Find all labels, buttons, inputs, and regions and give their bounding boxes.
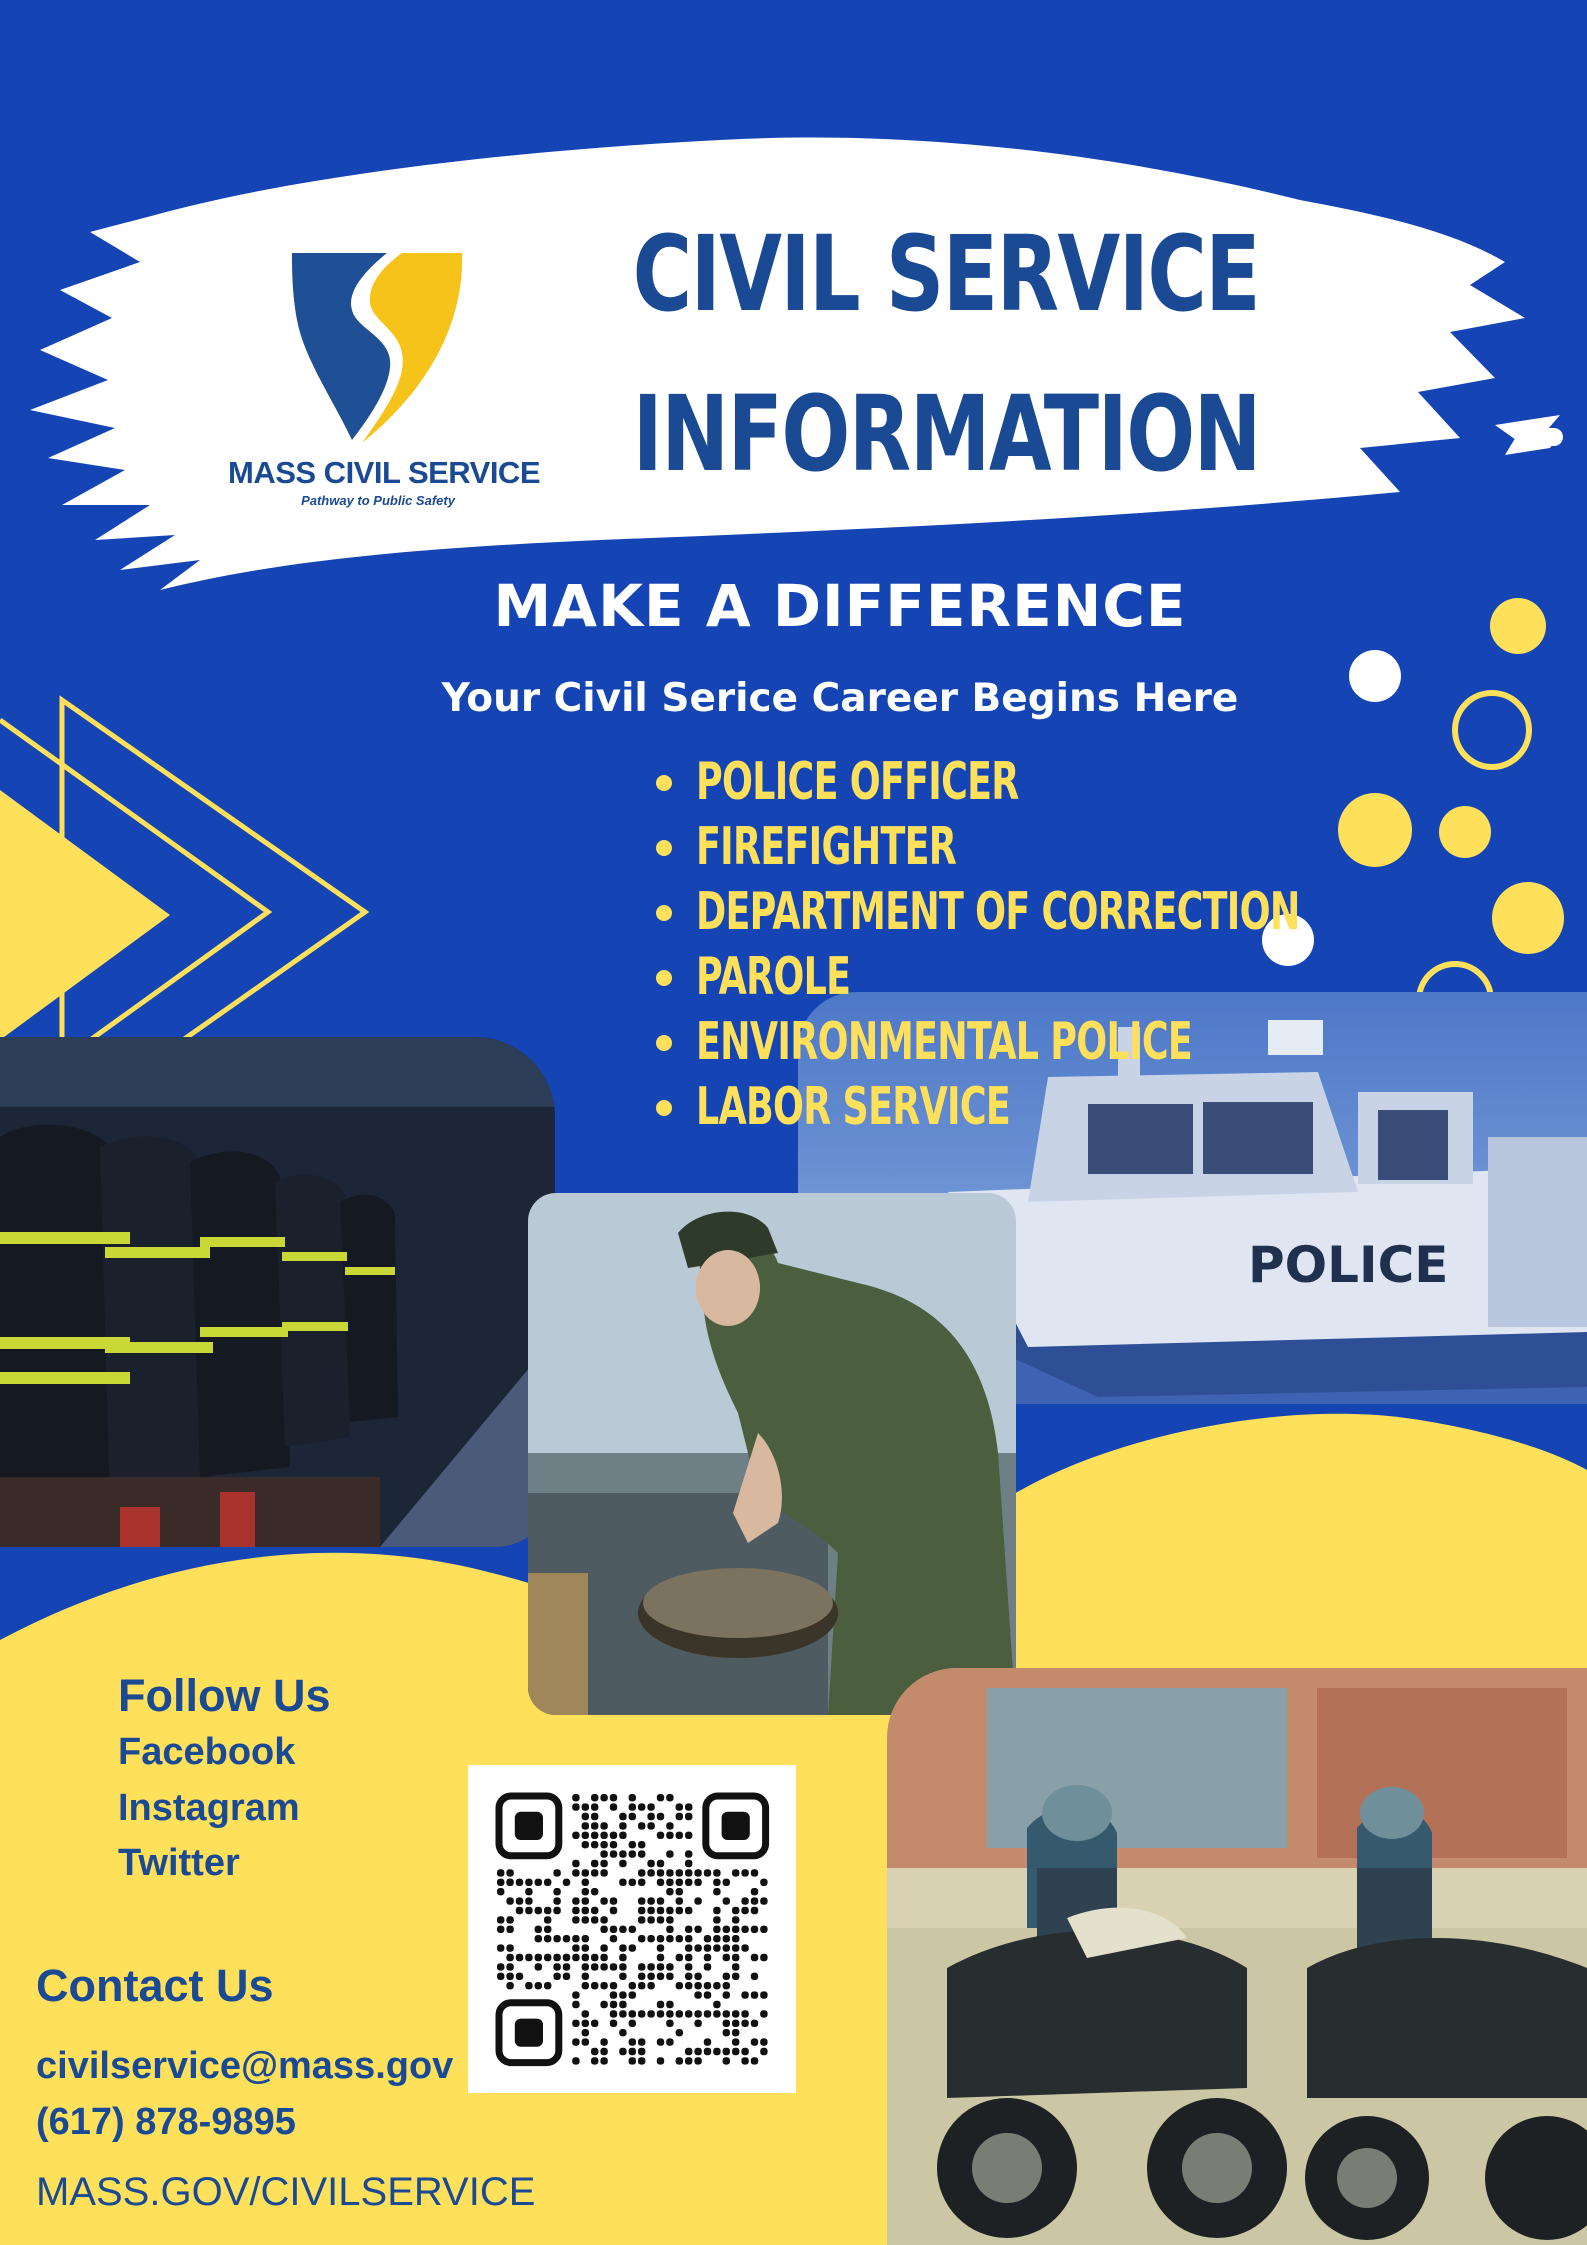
phone-number[interactable]: (617) 878-9895 (36, 2101, 296, 2143)
subheadline: Your Civil Serice Career Begins Here (441, 676, 1239, 721)
list-item: ENVIRONMENTAL POLICE (650, 1010, 1558, 1075)
firefighter-gear-photo (0, 1037, 555, 1547)
circle (1490, 598, 1546, 654)
bullet-icon (656, 970, 672, 986)
list-item: DEPARTMENT OF CORRECTION (650, 880, 1558, 945)
motorcycle-police-photo (887, 1668, 1587, 2245)
headline: MAKE A DIFFERENCE (493, 572, 1187, 640)
contact-us-title: Contact Us (36, 1960, 274, 2011)
list-item: LABOR SERVICE (650, 1075, 1558, 1140)
facebook-link[interactable]: Facebook (118, 1731, 296, 1773)
page-title-line2: INFORMATION (632, 373, 1260, 495)
brush-stroke (30, 138, 1525, 591)
careers-list (650, 750, 1558, 1140)
page-title-line1: CIVIL SERVICE (632, 213, 1260, 335)
brand-tagline: Pathway to Public Safety (301, 493, 455, 508)
list-item: POLICE OFFICER (650, 750, 1558, 815)
bullet-icon (656, 905, 672, 921)
instagram-link[interactable]: Instagram (118, 1787, 300, 1829)
bullet-icon (656, 775, 672, 791)
bullet-icon (656, 840, 672, 856)
boat-police-label: POLICE (1248, 1236, 1449, 1294)
brand-name: MASS CIVIL SERVICE (228, 455, 540, 490)
list-item: PAROLE (650, 945, 1558, 1010)
list-item: FIREFIGHTER (650, 815, 1558, 880)
bullet-icon (656, 1035, 672, 1051)
email-link[interactable]: civilservice@mass.gov (36, 2045, 454, 2087)
qr-code-icon[interactable] (468, 1765, 796, 2093)
mass-civil-service-logo-icon (292, 248, 467, 443)
website-link[interactable]: MASS.GOV/CIVILSERVICE (36, 2170, 536, 2214)
follow-us-title: Follow Us (118, 1670, 331, 1721)
twitter-link[interactable]: Twitter (118, 1842, 240, 1884)
bullet-icon (656, 1100, 672, 1116)
environmental-officer-photo (528, 1193, 1016, 1715)
